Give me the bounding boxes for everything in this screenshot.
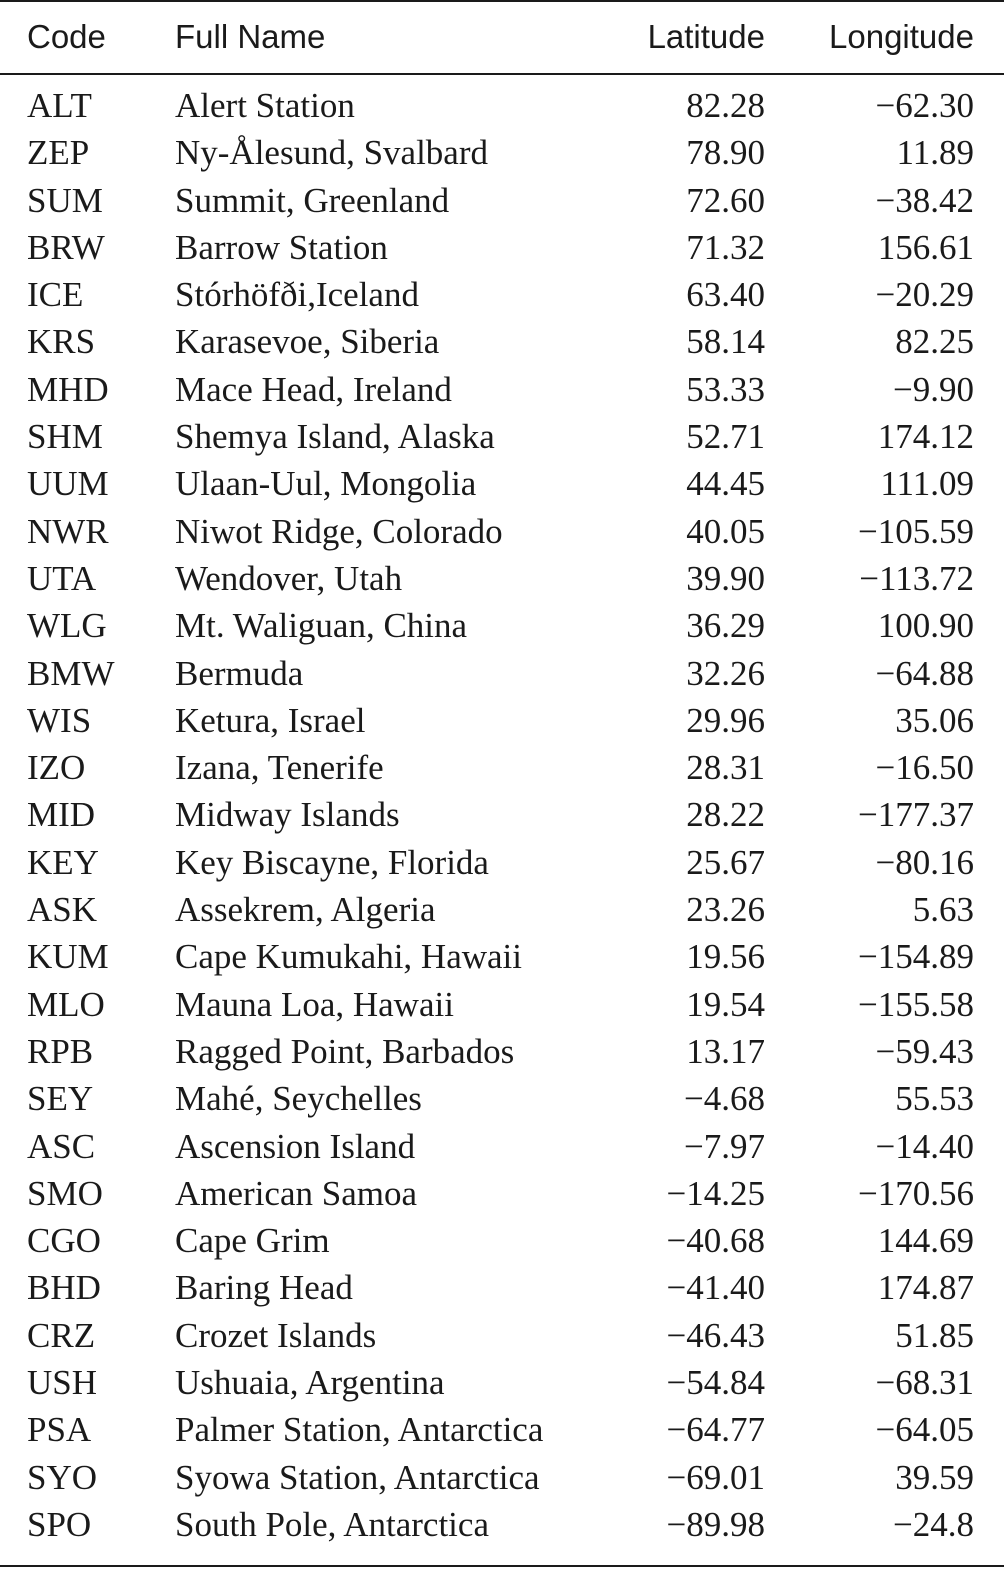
cell-full-name: Ulaan-Uul, Mongolia xyxy=(175,464,477,504)
cell-code: ALT xyxy=(27,86,92,125)
spacer-row xyxy=(0,73,1004,82)
cell-code: SHM xyxy=(27,417,103,457)
cell-full-name: Baring Head xyxy=(175,1268,353,1308)
table-row xyxy=(0,366,1004,413)
cell-code: CRZ xyxy=(27,1315,96,1355)
cell-full-name: Midway Islands xyxy=(175,795,400,835)
header-row xyxy=(0,0,1004,73)
cell-full-name: American Samoa xyxy=(175,1173,417,1213)
cell-longitude: 174.12 xyxy=(877,417,974,457)
header-full-name: Full Name xyxy=(175,18,326,55)
cell-latitude: 71.32 xyxy=(686,227,765,267)
cell-code: IZO xyxy=(27,748,86,788)
cell-latitude: −4.68 xyxy=(684,1079,765,1119)
cell-longitude: −105.59 xyxy=(858,511,974,551)
cell-longitude: 156.61 xyxy=(877,227,974,267)
cell-full-name: Shemya Island, Alaska xyxy=(175,417,495,457)
cell-full-name: Syowa Station, Antarctica xyxy=(175,1457,540,1497)
table-row xyxy=(0,413,1004,460)
cell-longitude: −38.42 xyxy=(875,180,974,220)
cell-longitude: −170.56 xyxy=(858,1173,974,1213)
cell-code: UUM xyxy=(27,464,109,504)
table-row xyxy=(0,1501,1004,1548)
cell-code: MHD xyxy=(27,369,109,409)
cell-latitude: 44.45 xyxy=(686,464,765,504)
cell-full-name: Mauna Loa, Hawaii xyxy=(175,984,454,1024)
table-header xyxy=(0,0,1004,73)
cell-longitude: −68.31 xyxy=(875,1363,974,1403)
cell-code: KEY xyxy=(27,842,99,882)
cell-latitude: 39.90 xyxy=(686,558,765,598)
cell-latitude: 13.17 xyxy=(686,1031,765,1071)
cell-code: SPO xyxy=(27,1504,92,1544)
cell-full-name: Ushuaia, Argentina xyxy=(175,1363,445,1403)
cell-full-name: Bermuda xyxy=(175,653,304,693)
cell-code: WIS xyxy=(27,700,92,740)
table-row xyxy=(0,1028,1004,1075)
table-row xyxy=(0,1123,1004,1170)
cell-latitude: −46.43 xyxy=(666,1315,765,1355)
cell-longitude: 5.63 xyxy=(912,890,974,930)
header-code: Code xyxy=(27,18,106,55)
cell-longitude: −177.37 xyxy=(858,795,974,835)
cell-longitude: 174.87 xyxy=(877,1268,974,1308)
cell-longitude: −59.43 xyxy=(875,1031,974,1071)
cell-full-name: Cape Kumukahi, Hawaii xyxy=(175,937,522,977)
cell-longitude: 55.53 xyxy=(895,1079,974,1119)
table-row xyxy=(0,650,1004,697)
cell-latitude: 58.14 xyxy=(686,322,765,362)
table-row xyxy=(0,697,1004,744)
cell-latitude: 25.67 xyxy=(686,842,765,882)
cell-longitude: −154.89 xyxy=(858,937,974,977)
cell-longitude: −24.8 xyxy=(893,1504,974,1544)
cell-code: KRS xyxy=(27,322,96,362)
cell-full-name: Ny-Ålesund, Svalbard xyxy=(175,133,489,173)
cell-longitude: −113.72 xyxy=(859,558,974,598)
table-row xyxy=(0,177,1004,224)
table-row xyxy=(0,271,1004,318)
cell-latitude: −54.84 xyxy=(666,1363,765,1403)
cell-code: USH xyxy=(27,1363,98,1403)
table-row xyxy=(0,1075,1004,1122)
cell-code: BHD xyxy=(27,1268,101,1308)
table-row xyxy=(0,602,1004,649)
cell-latitude: −64.77 xyxy=(666,1410,765,1450)
table-row xyxy=(0,318,1004,365)
cell-code: SMO xyxy=(27,1173,103,1213)
cell-code: BMW xyxy=(27,653,115,693)
cell-longitude: 11.89 xyxy=(896,133,974,173)
cell-code: ICE xyxy=(27,275,84,315)
table-row xyxy=(0,508,1004,555)
cell-longitude: 82.25 xyxy=(895,322,974,362)
cell-latitude: −69.01 xyxy=(666,1457,765,1497)
cell-full-name: Mt. Waliguan, China xyxy=(175,606,468,646)
cell-full-name: South Pole, Antarctica xyxy=(175,1504,489,1544)
cell-latitude: 32.26 xyxy=(686,653,765,693)
cell-latitude: 52.71 xyxy=(686,417,765,457)
table-row xyxy=(0,744,1004,791)
cell-code: ASC xyxy=(27,1126,96,1166)
cell-full-name: Ketura, Israel xyxy=(175,700,366,740)
table-row xyxy=(0,933,1004,980)
table-row xyxy=(0,1406,1004,1453)
cell-latitude: 53.33 xyxy=(686,369,765,409)
cell-longitude: −62.30 xyxy=(875,86,974,125)
table-row xyxy=(0,1264,1004,1311)
cell-code: UTA xyxy=(27,558,97,598)
cell-longitude: 39.59 xyxy=(895,1457,974,1497)
cell-latitude: 40.05 xyxy=(686,511,765,551)
header-longitude: Longitude xyxy=(829,18,974,55)
table-row xyxy=(0,224,1004,271)
table-row xyxy=(0,460,1004,507)
cell-code: WLG xyxy=(27,606,107,646)
table-row xyxy=(0,1454,1004,1501)
cell-code: CGO xyxy=(27,1221,101,1261)
cell-latitude: −89.98 xyxy=(666,1504,765,1544)
cell-full-name: Key Biscayne, Florida xyxy=(175,842,489,882)
header-latitude: Latitude xyxy=(647,18,765,55)
cell-latitude: −41.40 xyxy=(666,1268,765,1308)
cell-latitude: −14.25 xyxy=(666,1173,765,1213)
cell-full-name: Ascension Island xyxy=(175,1126,416,1166)
cell-full-name: Assekrem, Algeria xyxy=(175,890,436,930)
cell-longitude: −155.58 xyxy=(858,984,974,1024)
table-row xyxy=(0,1312,1004,1359)
table-row xyxy=(0,839,1004,886)
cell-code: NWR xyxy=(27,511,109,551)
cell-latitude: 28.22 xyxy=(686,795,765,835)
cell-full-name: Barrow Station xyxy=(175,227,388,267)
cell-full-name: Cape Grim xyxy=(175,1221,330,1261)
cell-full-name: Karasevoe, Siberia xyxy=(175,322,440,362)
table-body xyxy=(0,73,1004,1548)
cell-longitude: −80.16 xyxy=(875,842,974,882)
cell-longitude: −64.88 xyxy=(875,653,974,693)
cell-latitude: 29.96 xyxy=(686,700,765,740)
table-bottom-rule xyxy=(0,1565,1004,1567)
cell-code: SEY xyxy=(27,1079,94,1119)
cell-latitude: 19.54 xyxy=(686,984,765,1024)
cell-longitude: −9.90 xyxy=(893,369,974,409)
cell-latitude: 23.26 xyxy=(686,890,765,930)
cell-longitude: −20.29 xyxy=(875,275,974,315)
cell-full-name: Summit, Greenland xyxy=(175,180,450,220)
table-row xyxy=(0,886,1004,933)
cell-latitude: 36.29 xyxy=(686,606,765,646)
table-row xyxy=(0,981,1004,1028)
cell-longitude: 51.85 xyxy=(895,1315,974,1355)
cell-latitude: 78.90 xyxy=(686,133,765,173)
cell-full-name: Mace Head, Ireland xyxy=(175,369,452,409)
cell-code: MLO xyxy=(27,984,105,1024)
cell-code: KUM xyxy=(27,937,109,977)
cell-code: MID xyxy=(27,795,96,835)
cell-full-name: Alert Station xyxy=(175,86,355,125)
cell-longitude: 100.90 xyxy=(877,606,974,646)
table-row xyxy=(0,1217,1004,1264)
cell-code: ASK xyxy=(27,890,98,930)
cell-code: RPB xyxy=(27,1031,94,1071)
table-row xyxy=(0,129,1004,176)
table-row xyxy=(0,82,1004,129)
cell-latitude: 82.28 xyxy=(686,86,765,125)
cell-full-name: Stórhöfði,Iceland xyxy=(175,275,419,315)
cell-longitude: −14.40 xyxy=(875,1126,974,1166)
cell-longitude: −64.05 xyxy=(875,1410,974,1450)
cell-full-name: Niwot Ridge, Colorado xyxy=(175,511,503,551)
cell-full-name: Ragged Point, Barbados xyxy=(175,1031,515,1071)
cell-latitude: 63.40 xyxy=(686,275,765,315)
table-row xyxy=(0,791,1004,838)
cell-code: SUM xyxy=(27,180,103,220)
cell-full-name: Crozet Islands xyxy=(175,1315,377,1355)
table-row xyxy=(0,555,1004,602)
cell-code: PSA xyxy=(27,1410,92,1450)
cell-longitude: 35.06 xyxy=(895,700,974,740)
cell-full-name: Izana, Tenerife xyxy=(175,748,384,788)
cell-latitude: 28.31 xyxy=(686,748,765,788)
table-row xyxy=(0,1359,1004,1406)
table-row xyxy=(0,1170,1004,1217)
cell-full-name: Wendover, Utah xyxy=(175,558,403,598)
cell-full-name: Palmer Station, Antarctica xyxy=(175,1410,544,1450)
cell-code: SYO xyxy=(27,1457,98,1497)
cell-latitude: −40.68 xyxy=(666,1221,765,1261)
cell-code: BRW xyxy=(27,227,105,267)
cell-latitude: 72.60 xyxy=(686,180,765,220)
cell-full-name: Mahé, Seychelles xyxy=(175,1079,422,1119)
cell-longitude: 111.09 xyxy=(880,464,974,504)
cell-latitude: −7.97 xyxy=(684,1126,765,1166)
cell-longitude: −16.50 xyxy=(875,748,974,788)
cell-code: ZEP xyxy=(27,133,90,173)
cell-longitude: 144.69 xyxy=(877,1221,974,1261)
cell-latitude: 19.56 xyxy=(686,937,765,977)
